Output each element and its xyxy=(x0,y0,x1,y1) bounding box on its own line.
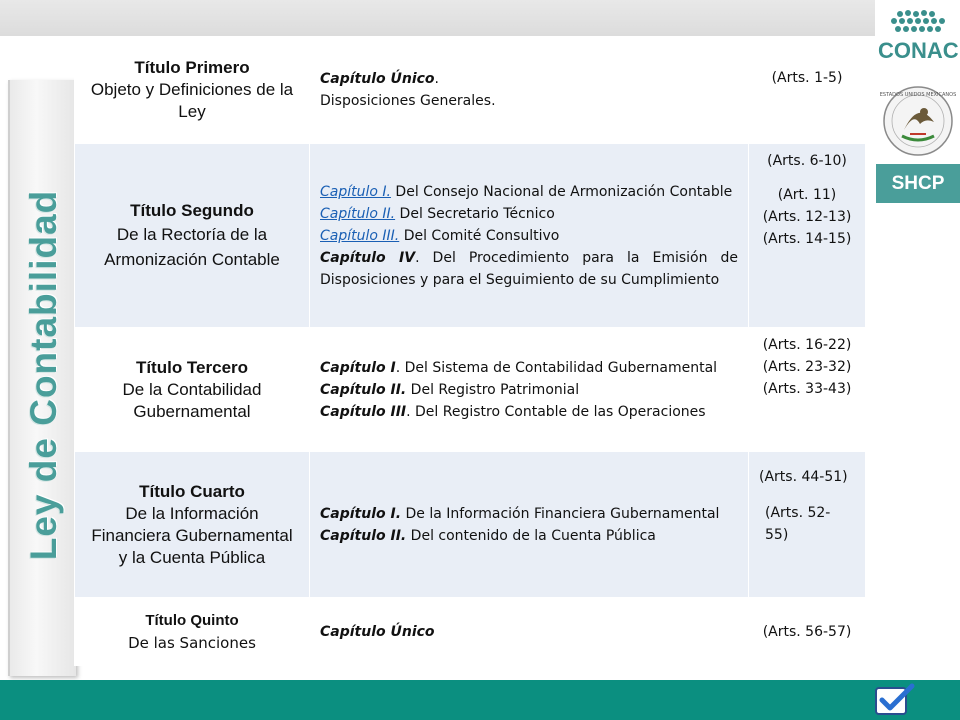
mexico-seal-icon xyxy=(880,82,956,160)
chapters-cell xyxy=(310,37,749,144)
table-row xyxy=(75,144,866,328)
chapter-label: Capítulo III xyxy=(320,403,407,420)
row-title: Título Quinto xyxy=(145,611,239,629)
row-subtitle: De la Contabilidad Gubernamental xyxy=(122,379,262,421)
article-range: (Arts. 56-57) xyxy=(762,623,852,640)
chapter-text: . Del Registro Contable de las Operaciones xyxy=(406,403,706,420)
title-cell xyxy=(75,452,310,598)
articles-cell xyxy=(749,144,866,328)
chapter-label: Capítulo IV xyxy=(320,249,416,266)
chapter-text: Del Comité Consultivo xyxy=(399,227,560,244)
table-row xyxy=(75,37,866,144)
article-range: (Arts. 1-5) xyxy=(771,70,843,86)
article-range: (Arts. 33-43) xyxy=(762,381,852,397)
chapter-label: Capítulo II. xyxy=(320,381,407,398)
chapter-extra: Disposiciones Generales. xyxy=(320,93,496,109)
article-range: (Arts. 23-32) xyxy=(762,359,852,375)
row-title: Título Segundo xyxy=(130,200,254,220)
articles-cell xyxy=(749,598,866,666)
chapter-link[interactable]: Capítulo III. xyxy=(320,227,400,244)
article-range: (Arts. 12-13) xyxy=(762,209,852,225)
chapter-text: Del contenido de la Cuenta Pública xyxy=(406,527,656,544)
article-range: (Arts. 6-10) xyxy=(767,153,847,169)
chapters-cell xyxy=(310,328,749,452)
chapter-text: . xyxy=(434,71,439,87)
chapters-cell xyxy=(310,452,749,598)
article-range: (Arts. 16-22) xyxy=(762,337,852,353)
seal-text: ESTADOS UNIDOS MEXICANOS xyxy=(880,92,956,98)
row-subtitle: De la Rectoría de la Armonización Contable xyxy=(104,224,280,269)
article-range: (Arts. 52-55) xyxy=(765,505,831,543)
title-cell xyxy=(75,328,310,452)
side-title-text: Ley de Contabilidad xyxy=(23,189,64,561)
shcp-logo: SHCP xyxy=(876,164,960,203)
title-cell xyxy=(75,37,310,144)
articles-cell xyxy=(749,328,866,452)
top-band xyxy=(0,0,875,36)
chapters-cell xyxy=(310,144,749,328)
side-title xyxy=(14,170,74,580)
article-range: (Art. 11) xyxy=(777,187,837,203)
chapter-label: Capítulo II. xyxy=(320,527,407,544)
chapter-label: Capítulo I. xyxy=(320,505,402,522)
chapter-text: Del Consejo Nacional de Armonización Contable xyxy=(390,183,733,200)
title-cell xyxy=(75,598,310,666)
chapter-link[interactable]: Capítulo II. xyxy=(320,205,396,222)
chapter-text: . Del Procedimiento para la Emisión de Disposiciones y para el Seguimiento de su Cumplimiento xyxy=(320,249,738,288)
chapter-text: Del Registro Patrimonial xyxy=(406,381,580,398)
checkmark-icon xyxy=(872,682,916,718)
chapter-label: Capítulo Único xyxy=(320,71,435,87)
law-table xyxy=(74,36,866,665)
row-subtitle: De las Sanciones xyxy=(128,633,256,652)
conac-logo-text: CONAC xyxy=(878,38,959,63)
row-title: Título Primero xyxy=(134,58,250,77)
row-title: Título Tercero xyxy=(135,357,249,377)
article-range: (Arts. 44-51) xyxy=(759,469,848,485)
title-cell xyxy=(75,144,310,328)
table-row xyxy=(75,598,866,666)
bottom-band xyxy=(0,680,960,720)
article-range: (Arts. 14-15) xyxy=(762,231,852,247)
row-subtitle: De la Información Financiera Gubernamental y la Cuenta Pública xyxy=(91,503,293,567)
table-row xyxy=(75,328,866,452)
row-subtitle: Objeto y Definiciones de la Ley xyxy=(90,80,294,121)
table-row xyxy=(75,452,866,598)
chapter-text: De la Información Financiera Gubernamental xyxy=(401,505,720,522)
chapter-text: . Del Sistema de Contabilidad Gubernamental xyxy=(395,359,718,376)
chapter-text: Del Secretario Técnico xyxy=(395,205,555,222)
chapter-link[interactable]: Capítulo I. xyxy=(320,183,391,200)
row-title: Título Cuarto xyxy=(139,481,245,501)
chapter-label: Capítulo Único xyxy=(320,623,435,640)
law-table-grid xyxy=(74,36,866,666)
articles-cell xyxy=(749,452,866,598)
articles-cell xyxy=(749,37,866,144)
chapter-label: Capítulo I xyxy=(320,359,396,376)
chapters-cell xyxy=(310,598,749,666)
